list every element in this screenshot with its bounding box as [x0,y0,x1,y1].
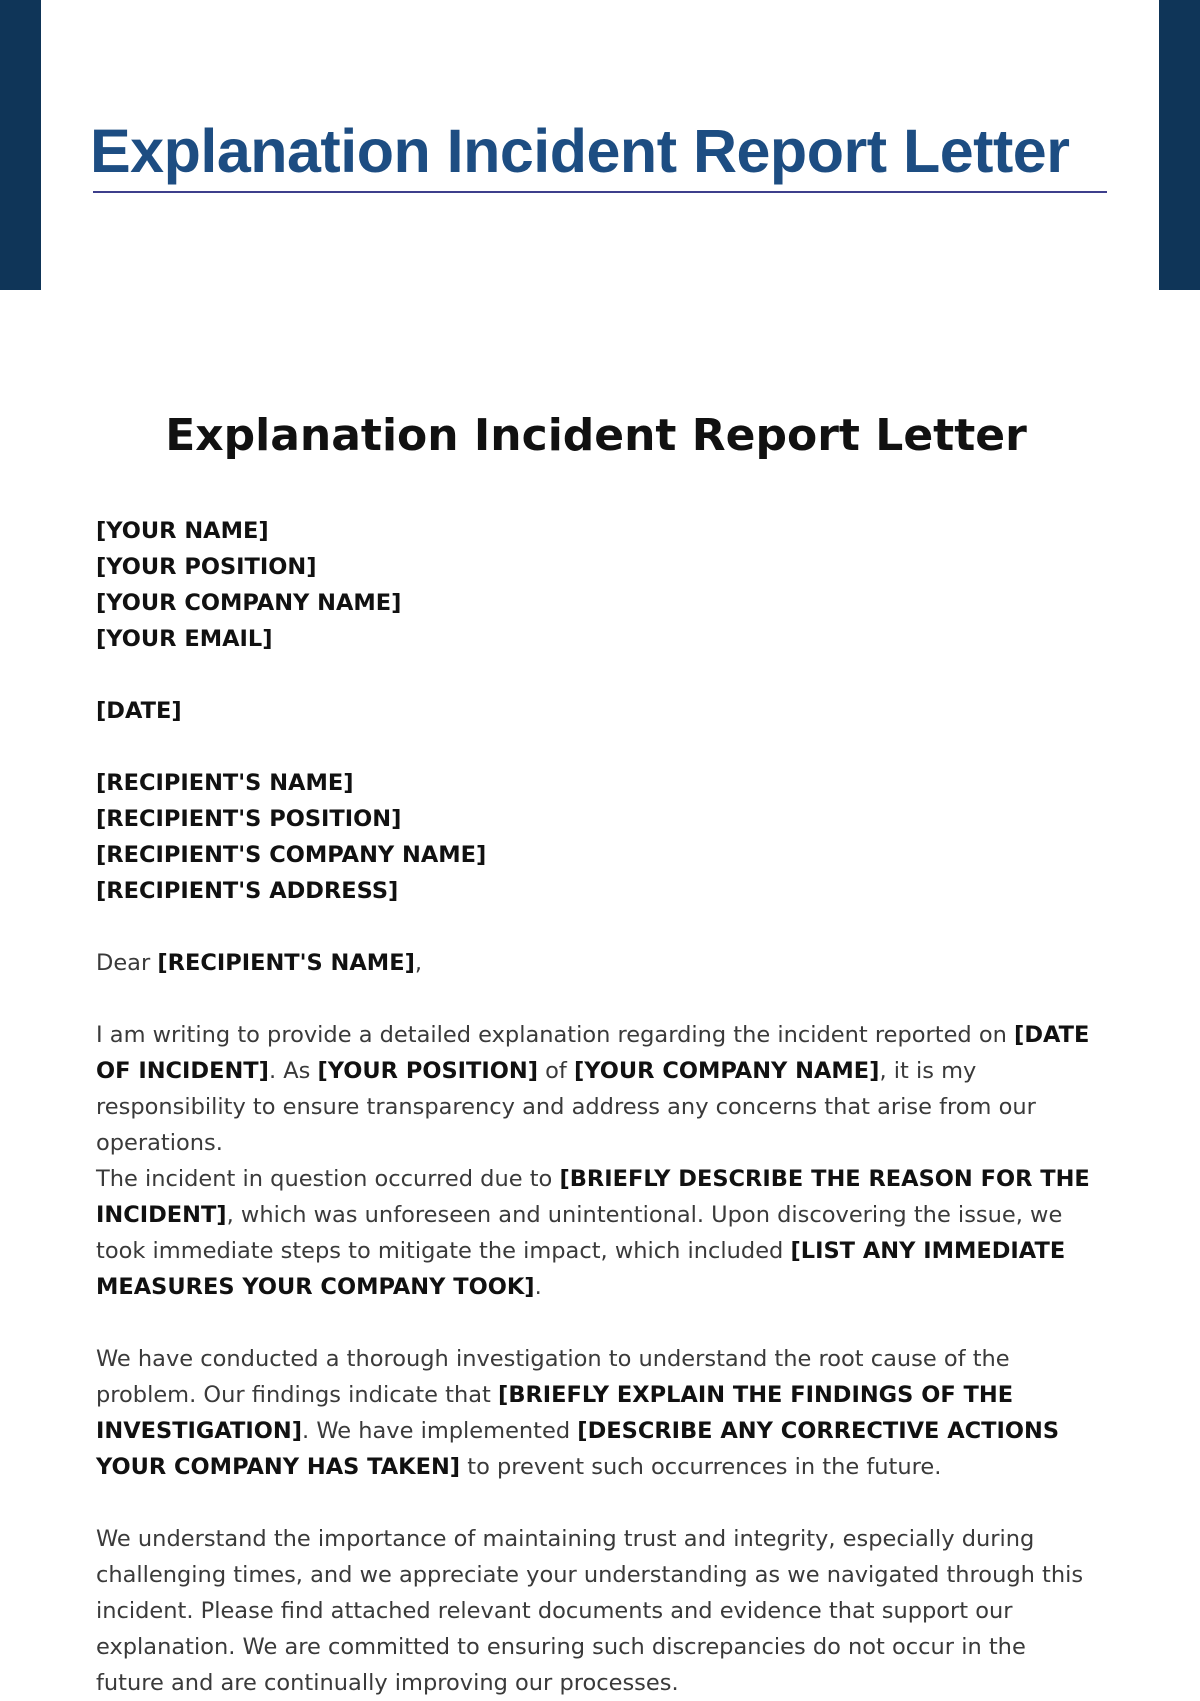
recipient-name: [RECIPIENT'S NAME] [96,769,354,796]
paragraph-cause [96,1161,1096,1305]
p2-placeholder-reason: [BRIEFLY DESCRIBE THE REASON FOR THE INCIDENT] [96,1165,1090,1228]
paragraph-investigation [96,1341,1096,1485]
p2-text-2: , which was unforeseen and unintentional. Upon discovering the issue, we took immediate steps to mitigate the impact, which included [96,1201,1063,1264]
paragraph-intro [96,1017,1096,1161]
recipient-company: [RECIPIENT'S COMPANY NAME] [96,841,487,868]
right-accent-bar [1159,0,1200,290]
p2-text-3: . [534,1273,542,1300]
salutation-comma: , [414,949,423,976]
salutation-text: Dear [96,949,158,976]
sender-position: [YOUR POSITION] [96,553,317,580]
p1-text-3: of [538,1057,575,1084]
p2-placeholder-measures: [LIST ANY IMMEDIATE MEASURES YOUR COMPANY TOOK] [96,1237,1066,1300]
sender-company: [YOUR COMPANY NAME] [96,589,402,616]
p1-placeholder-company: [YOUR COMPANY NAME] [574,1057,880,1084]
p1-placeholder-position: [YOUR POSITION] [317,1057,539,1084]
p1-placeholder-date: [DATE OF INCIDENT] [96,1021,1090,1084]
document-title: Explanation Incident Report Letter [165,410,1027,461]
p4-text-1: We understand the importance of maintaining trust and integrity, especially during challenging times, and we appreciate your understanding as we navigated through this incident. Please find attached relevant documents and evidence that support our explanation. We are committed to ensuring such discrepancies do not occur in the future and are continually improving our processes. [96,1525,1084,1696]
recipient-position: [RECIPIENT'S POSITION] [96,805,402,832]
salutation [96,945,1096,981]
p1-text-1: I am writing to provide a detailed explanation regarding the incident reported on [96,1021,1015,1048]
p3-text-1: We have conducted a thorough investigation to understand the root cause of the problem. Our findings indicate that [96,1345,1010,1408]
header-underline [93,191,1107,193]
recipient-address: [RECIPIENT'S ADDRESS] [96,877,399,904]
letter-date: [DATE] [96,697,182,724]
p3-text-2: . We have implemented [302,1417,578,1444]
date-block [96,693,1096,729]
left-accent-bar [0,0,41,290]
sender-email: [YOUR EMAIL] [96,625,273,652]
p1-text-4: , it is my responsibility to ensure transparency and address any concerns that arise from our operations. [96,1057,1036,1156]
paragraph-closing [96,1521,1096,1701]
p3-placeholder-actions: [DESCRIBE ANY CORRECTIVE ACTIONS YOUR COMPANY HAS TAKEN] [96,1417,1060,1480]
p1-text-2: . As [268,1057,318,1084]
sender-name: [YOUR NAME] [96,517,269,544]
p3-placeholder-findings: [BRIEFLY EXPLAIN THE FINDINGS OF THE INVESTIGATION] [96,1381,1014,1444]
recipient-block [96,765,1096,909]
sender-block [96,513,1096,657]
p2-text-1: The incident in question occurred due to [96,1165,560,1192]
salutation-recipient: [RECIPIENT'S NAME] [157,949,415,976]
header-title: Explanation Incident Report Letter [90,117,1070,185]
letter-body [96,410,1096,1701]
p3-text-3: to prevent such occurrences in the future. [460,1453,942,1480]
